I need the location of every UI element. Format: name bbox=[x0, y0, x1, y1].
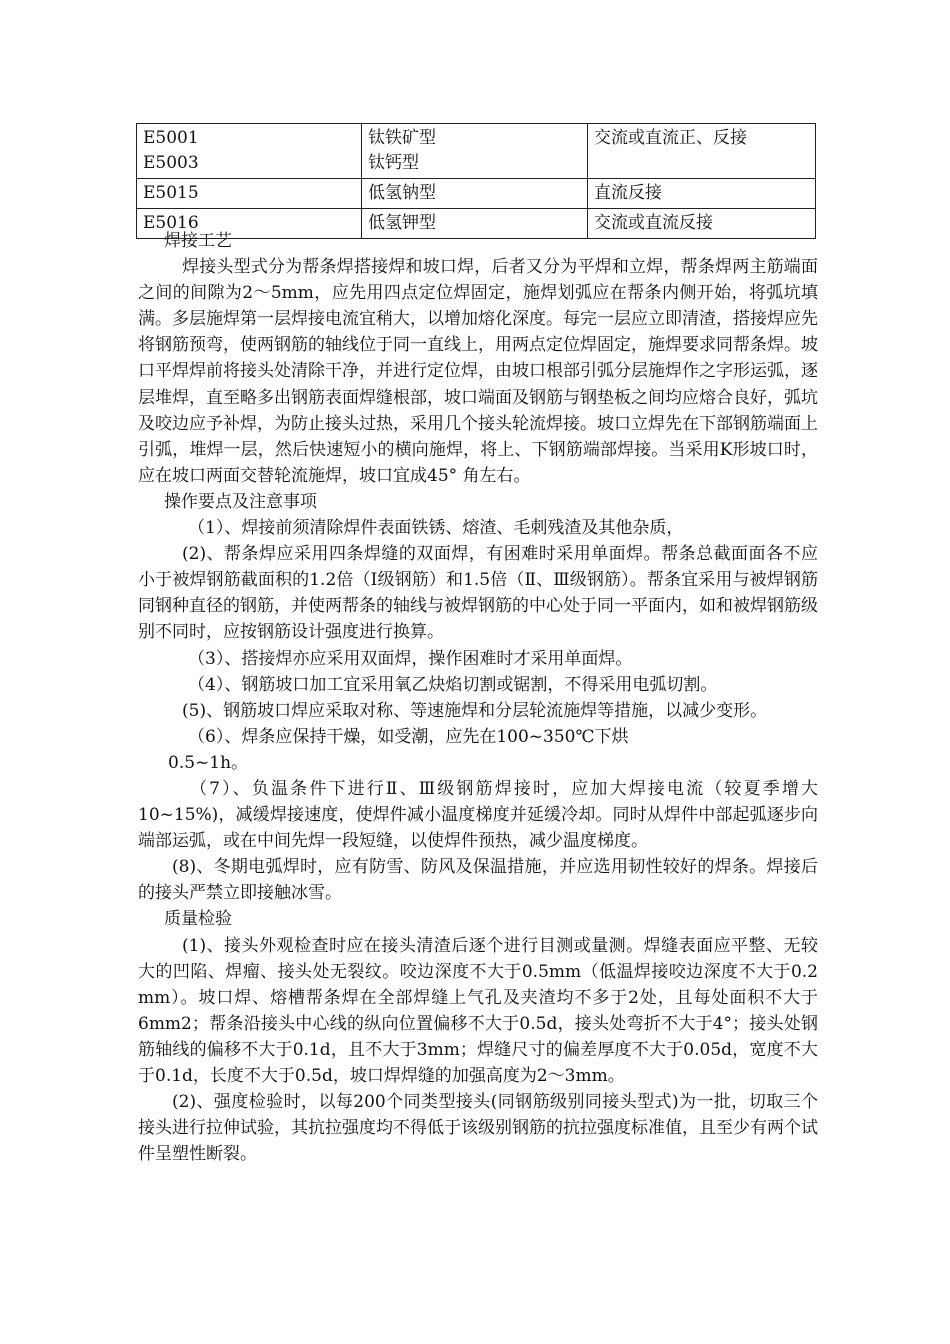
document-body bbox=[138, 228, 818, 1167]
table-cell-current: 交流或直流正、反接 bbox=[588, 124, 816, 179]
section-heading-operations: 操作要点及注意事项 bbox=[164, 491, 317, 512]
paragraph-op-6: （6）、焊条应保持干燥，如受潮，应先在100~350℃下烘 bbox=[188, 726, 629, 747]
paragraph-op-1: （1）、焊接前须清除焊件表面铁锈、熔渣、毛刺残渣及其他杂质， bbox=[188, 518, 684, 539]
section-heading-process: 焊接工艺 bbox=[164, 231, 232, 251]
table-cell-type: 钛铁矿型 钛钙型 bbox=[362, 124, 588, 179]
table-row bbox=[137, 124, 816, 179]
table-cell-model: E5016 bbox=[137, 209, 362, 239]
paragraph-op-3: （3）、搭接焊亦应采用双面焊，操作困难时才采用单面焊。 bbox=[188, 648, 633, 669]
paragraph-process: 焊接头型式分为帮条焊搭接焊和坡口焊，后者又分为平焊和立焊，帮条焊两主筋端面之间的间隙为2～5mm，应先用四点定位焊固定，施焊划弧应在帮条内侧开始，将弧坑填满。多层施焊第一层焊接电流宜稍大，以增加熔化深度。每完一层应立即清渣，搭接焊应先将钢筋预弯，使两钢筋的轴线位于同一直线上，用两点定位焊固定，施焊要求同帮条焊。坡口平焊焊前将接头处清除干净，并进行定位焊，由坡口根部引弧分层施焊作之字形运弧，逐层堆焊，直至略多出钢筋表面焊缝根部，坡口端面及钢筋与钢垫板之间均应熔合良好，弧坑及咬边应予补焊，为防止接头过热，采用几个接头轮流焊接。坡口立焊先在下部钢筋端面上引弧，堆焊一层，然后快速短小的横向施焊，将上、下钢筋端部焊接。当采用K形坡口时，应在坡口两面交替轮流施焊，坡口宜成45° 角左右。 bbox=[138, 257, 818, 486]
section-heading-quality: 质量检验 bbox=[164, 909, 232, 930]
paragraph-qc-2: (2)、强度检验时，以每200个同类型接头(同钢筋级别同接头型式)为一批，切取三个接头进行拉伸试验，其抗拉强度均不得低于该级别钢筋的抗拉强度标准值，且至少有两个试件呈塑性断裂。 bbox=[138, 1092, 818, 1165]
paragraph-op-8: (8)、冬期电弧焊时，应有防雪、防风及保温措施，并应选用韧性较好的焊条。焊接后的接头严禁立即接触冰雪。 bbox=[138, 857, 818, 904]
table-cell-model: E5015 bbox=[137, 179, 362, 209]
table-cell-current: 交流或直流反接 bbox=[588, 209, 816, 239]
paragraph-op-6-cont: 0.5~1h。 bbox=[168, 752, 249, 773]
electrode-table bbox=[136, 123, 816, 239]
table-cell-type: 低氢钠型 bbox=[362, 179, 588, 209]
paragraph-op-7: （7）、负温条件下进行Ⅱ、Ⅲ级钢筋焊接时，应加大焊接电流（较夏季增大10~15%)，减缓焊接速度，使焊件减小温度梯度并延缓冷却。同时从焊件中部起弧逐步向端部运弧，或在中间先焊一段短缝，以使焊件预热，减少温度梯度。 bbox=[138, 778, 818, 852]
table-cell-model: E5001 E5003 bbox=[137, 124, 362, 179]
table-cell-type: 低氢钾型 bbox=[362, 209, 588, 239]
paragraph-op-4: （4）、钢筋坡口加工宜采用氧乙炔焰切割或锯割，不得采用电弧切割。 bbox=[188, 674, 718, 695]
table-cell-current: 直流反接 bbox=[588, 179, 816, 209]
table-row bbox=[137, 179, 816, 209]
paragraph-op-5: (5)、钢筋坡口焊应采取对称、等速施焊和分层轮流施焊等措施，以减少变形。 bbox=[182, 700, 768, 721]
paragraph-qc-1: (1)、接头外观检查时应在接头清渣后逐个进行目测或量测。焊缝表面应平整、无较大的凹陷、焊瘤、接头处无裂纹。咬边深度不大于0.5mm（低温焊接咬边深度不大于0.2 mm）。坡口焊、熔槽帮条焊在全部焊缝上气孔及夹渣均不多于2处，且每处面积不大于6mm2；帮条沿接头中心线的纵向位置偏移不大于0.5d，接头处弯折不大于4°；接头处钢筋轴线的偏移不大于0.1d，且不大于3mm；焊缝尺寸的偏差厚度不大于0.05d，宽度不大于0.1d，长度不大于0.5d，坡口焊焊缝的加强高度为2～3mm。 bbox=[138, 935, 818, 1086]
paragraph-op-2: (2)、帮条焊应采用四条焊缝的双面焊，有困难时采用单面焊。帮条总截面面各不应小于被焊钢筋截面积的1.2倍（Ⅰ级钢筋）和1.5倍（Ⅱ、Ⅲ级钢筋）。帮条宜采用与被焊钢筋同钢种直径的钢筋，并使两帮条的轴线与被焊钢筋的中心处于同一平面内，如和被焊钢筋级别不同时，应按钢筋设计强度进行换算。 bbox=[138, 544, 818, 643]
